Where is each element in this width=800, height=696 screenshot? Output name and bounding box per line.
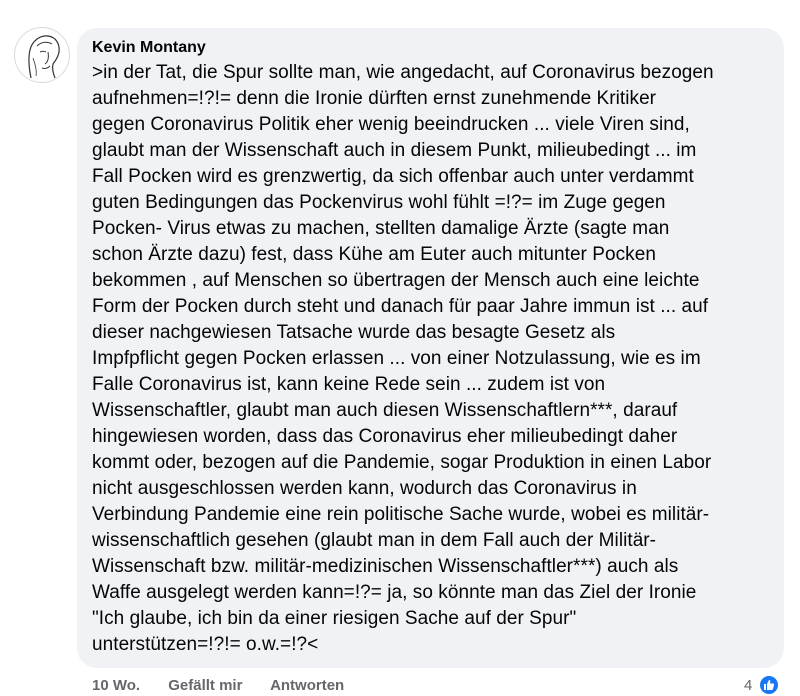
like-button[interactable]: Gefällt mir xyxy=(168,677,243,694)
comment-text: >in der Tat, die Spur sollte man, wie angedacht, auf Coronavirus bezogen aufnehmen=!?!= denn die Ironie dürften ernst zunehmende Kritiker gegen Coronavirus Politik eher wenig beeindrucken ... viele Viren sind, glaubt man der Wissenschaft auch in diesem Punkt, milieubedingt ... im Fall Pocken wird es grenzwertig, da sich offenbar auch unter verdammt guten Bedingungen das Pockenvirus wohl fühlt =!?= im Zuge gegen Pocken- Virus etwas zu machen, stellten damalige Ärzte (sagte man schon Ärzte dazu) fest, dass Kühe am Euter auch mitunter Pocken bekommen , auf Menschen so übertragen der Mensch auch eine leichte Form der Pocken durch steht und danach für paar Jahre immun ist ... auf dieser nachgewiesen Tatsache wurde das besagte Gesetz als Impfpflicht gegen Pocken erlassen ... von einer Notzulassung, wie es im Falle Coronavirus ist, kann keine Rede sein ... zudem ist von Wissenschaftler, glaubt man auch diesen Wissenschaftlern***, darauf hingewiesen worden, dass das Coronavirus eher milieubedingt daher kommt oder, bezogen auf die Pandemie, sogar Produktion in einen Labor nicht ausgeschlossen werden kann, wodurch das Coronavirus in Verbindung Pandemie eine rein politische Sache wurde, wobei es militär- wissenschaftlich gesehen (glaubt man in dem Fall auch der Militär- Wissenschaft bzw. militär-medizinischen Wissenschaftler***) auch als Waffe ausgelegt werden kann=!?= ja, so könnte man das Ziel der Ironie "Ich glaube, ich bin da einer riesigen Sache auf der Spur" unterstützen=!?!= o.w.=!?< xyxy=(92,62,714,655)
comment-timestamp[interactable]: 10 Wo. xyxy=(92,677,141,694)
reaction-count: 4 xyxy=(744,676,753,694)
avatar[interactable] xyxy=(14,27,70,83)
like-icon xyxy=(758,674,780,696)
comment-actions xyxy=(92,677,368,694)
comment-bubble xyxy=(77,28,784,668)
reply-button[interactable]: Antworten xyxy=(270,677,345,694)
avatar-sketch-icon xyxy=(15,28,70,83)
comment-author[interactable]: Kevin Montany xyxy=(92,39,206,56)
reaction-summary[interactable] xyxy=(744,674,780,696)
